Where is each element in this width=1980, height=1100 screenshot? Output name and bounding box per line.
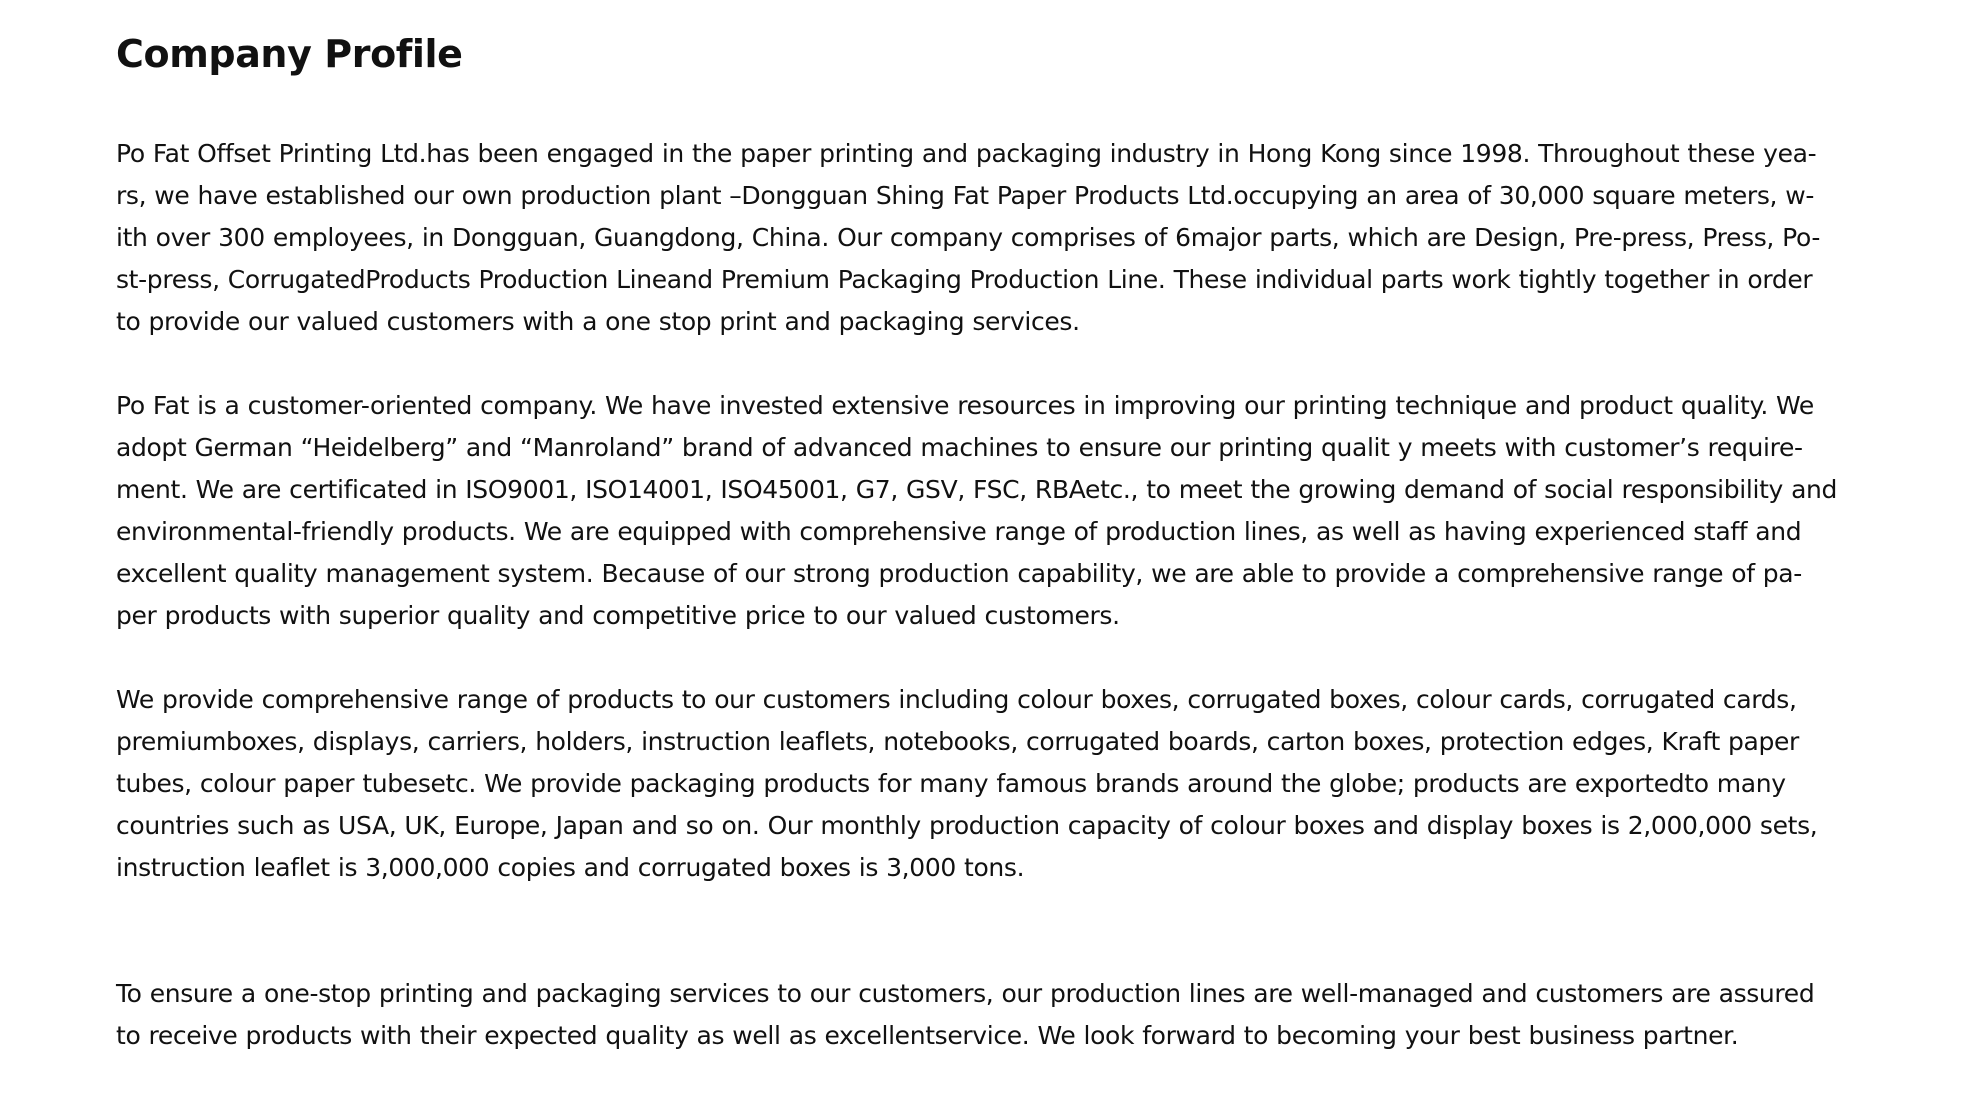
paragraph-line: to receive products with their expected quality as well as excellentservice. We look forward to becoming your best business partner. — [116, 1021, 1739, 1050]
paragraph-line: rs, we have established our own production plant –Dongguan Shing Fat Paper Products Ltd.occupying an area of 30,000 square meters, w- — [116, 181, 1814, 210]
paragraph-line: countries such as USA, UK, Europe, Japan and so on. Our monthly production capacity of colour boxes and display boxes is 2,000,000 sets, — [116, 811, 1818, 840]
paragraph-line: per products with superior quality and competitive price to our valued customers. — [116, 601, 1120, 630]
quality-paragraph — [116, 385, 1876, 637]
paragraph-line: environmental-friendly products. We are equipped with comprehensive range of production lines, as well as having experienced staff and — [116, 517, 1802, 546]
paragraph-line: Po Fat is a customer-oriented company. We have invested extensive resources in improving our printing technique and product quality. We — [116, 391, 1814, 420]
paragraph-line: excellent quality management system. Because of our strong production capability, we are able to provide a comprehensive range of pa- — [116, 559, 1802, 588]
paragraph-line: instruction leaflet is 3,000,000 copies and corrugated boxes is 3,000 tons. — [116, 853, 1025, 882]
paragraph-line: ith over 300 employees, in Dongguan, Guangdong, China. Our company comprises of 6major parts, which are Design, Pre-press, Press, Po- — [116, 223, 1821, 252]
paragraph-line: tubes, colour paper tubesetc. We provide packaging products for many famous brands around the globe; products are exportedto many — [116, 769, 1786, 798]
paragraph-line: to provide our valued customers with a one stop print and packaging services. — [116, 307, 1080, 336]
paragraph-line: adopt German “Heidelberg” and “Manroland” brand of advanced machines to ensure our printing qualit y meets with customer’s require- — [116, 433, 1803, 462]
paragraph-line: ment. We are certificated in ISO9001, ISO14001, ISO45001, G7, GSV, FSC, RBAetc., to meet the growing demand of social responsibility and — [116, 475, 1838, 504]
closing-paragraph — [116, 973, 1876, 1057]
intro-paragraph — [116, 133, 1876, 343]
page-title: Company Profile — [116, 32, 463, 76]
paragraph-line: st-press, CorrugatedProducts Production Lineand Premium Packaging Production Line. These individual parts work tightly together in order — [116, 265, 1813, 294]
products-paragraph — [116, 679, 1876, 889]
paragraph-line: To ensure a one-stop printing and packaging services to our customers, our production lines are well-managed and customers are assured — [116, 979, 1815, 1008]
paragraph-line: Po Fat Offset Printing Ltd.has been engaged in the paper printing and packaging industry in Hong Kong since 1998. Throughout these yea- — [116, 139, 1817, 168]
company-profile-document — [116, 30, 1876, 1057]
paragraph-line: We provide comprehensive range of products to our customers including colour boxes, corrugated boxes, colour cards, corrugated cards, — [116, 685, 1797, 714]
paragraph-line: premiumboxes, displays, carriers, holders, instruction leaflets, notebooks, corrugated boards, carton boxes, protection edges, Kraft paper — [116, 727, 1799, 756]
